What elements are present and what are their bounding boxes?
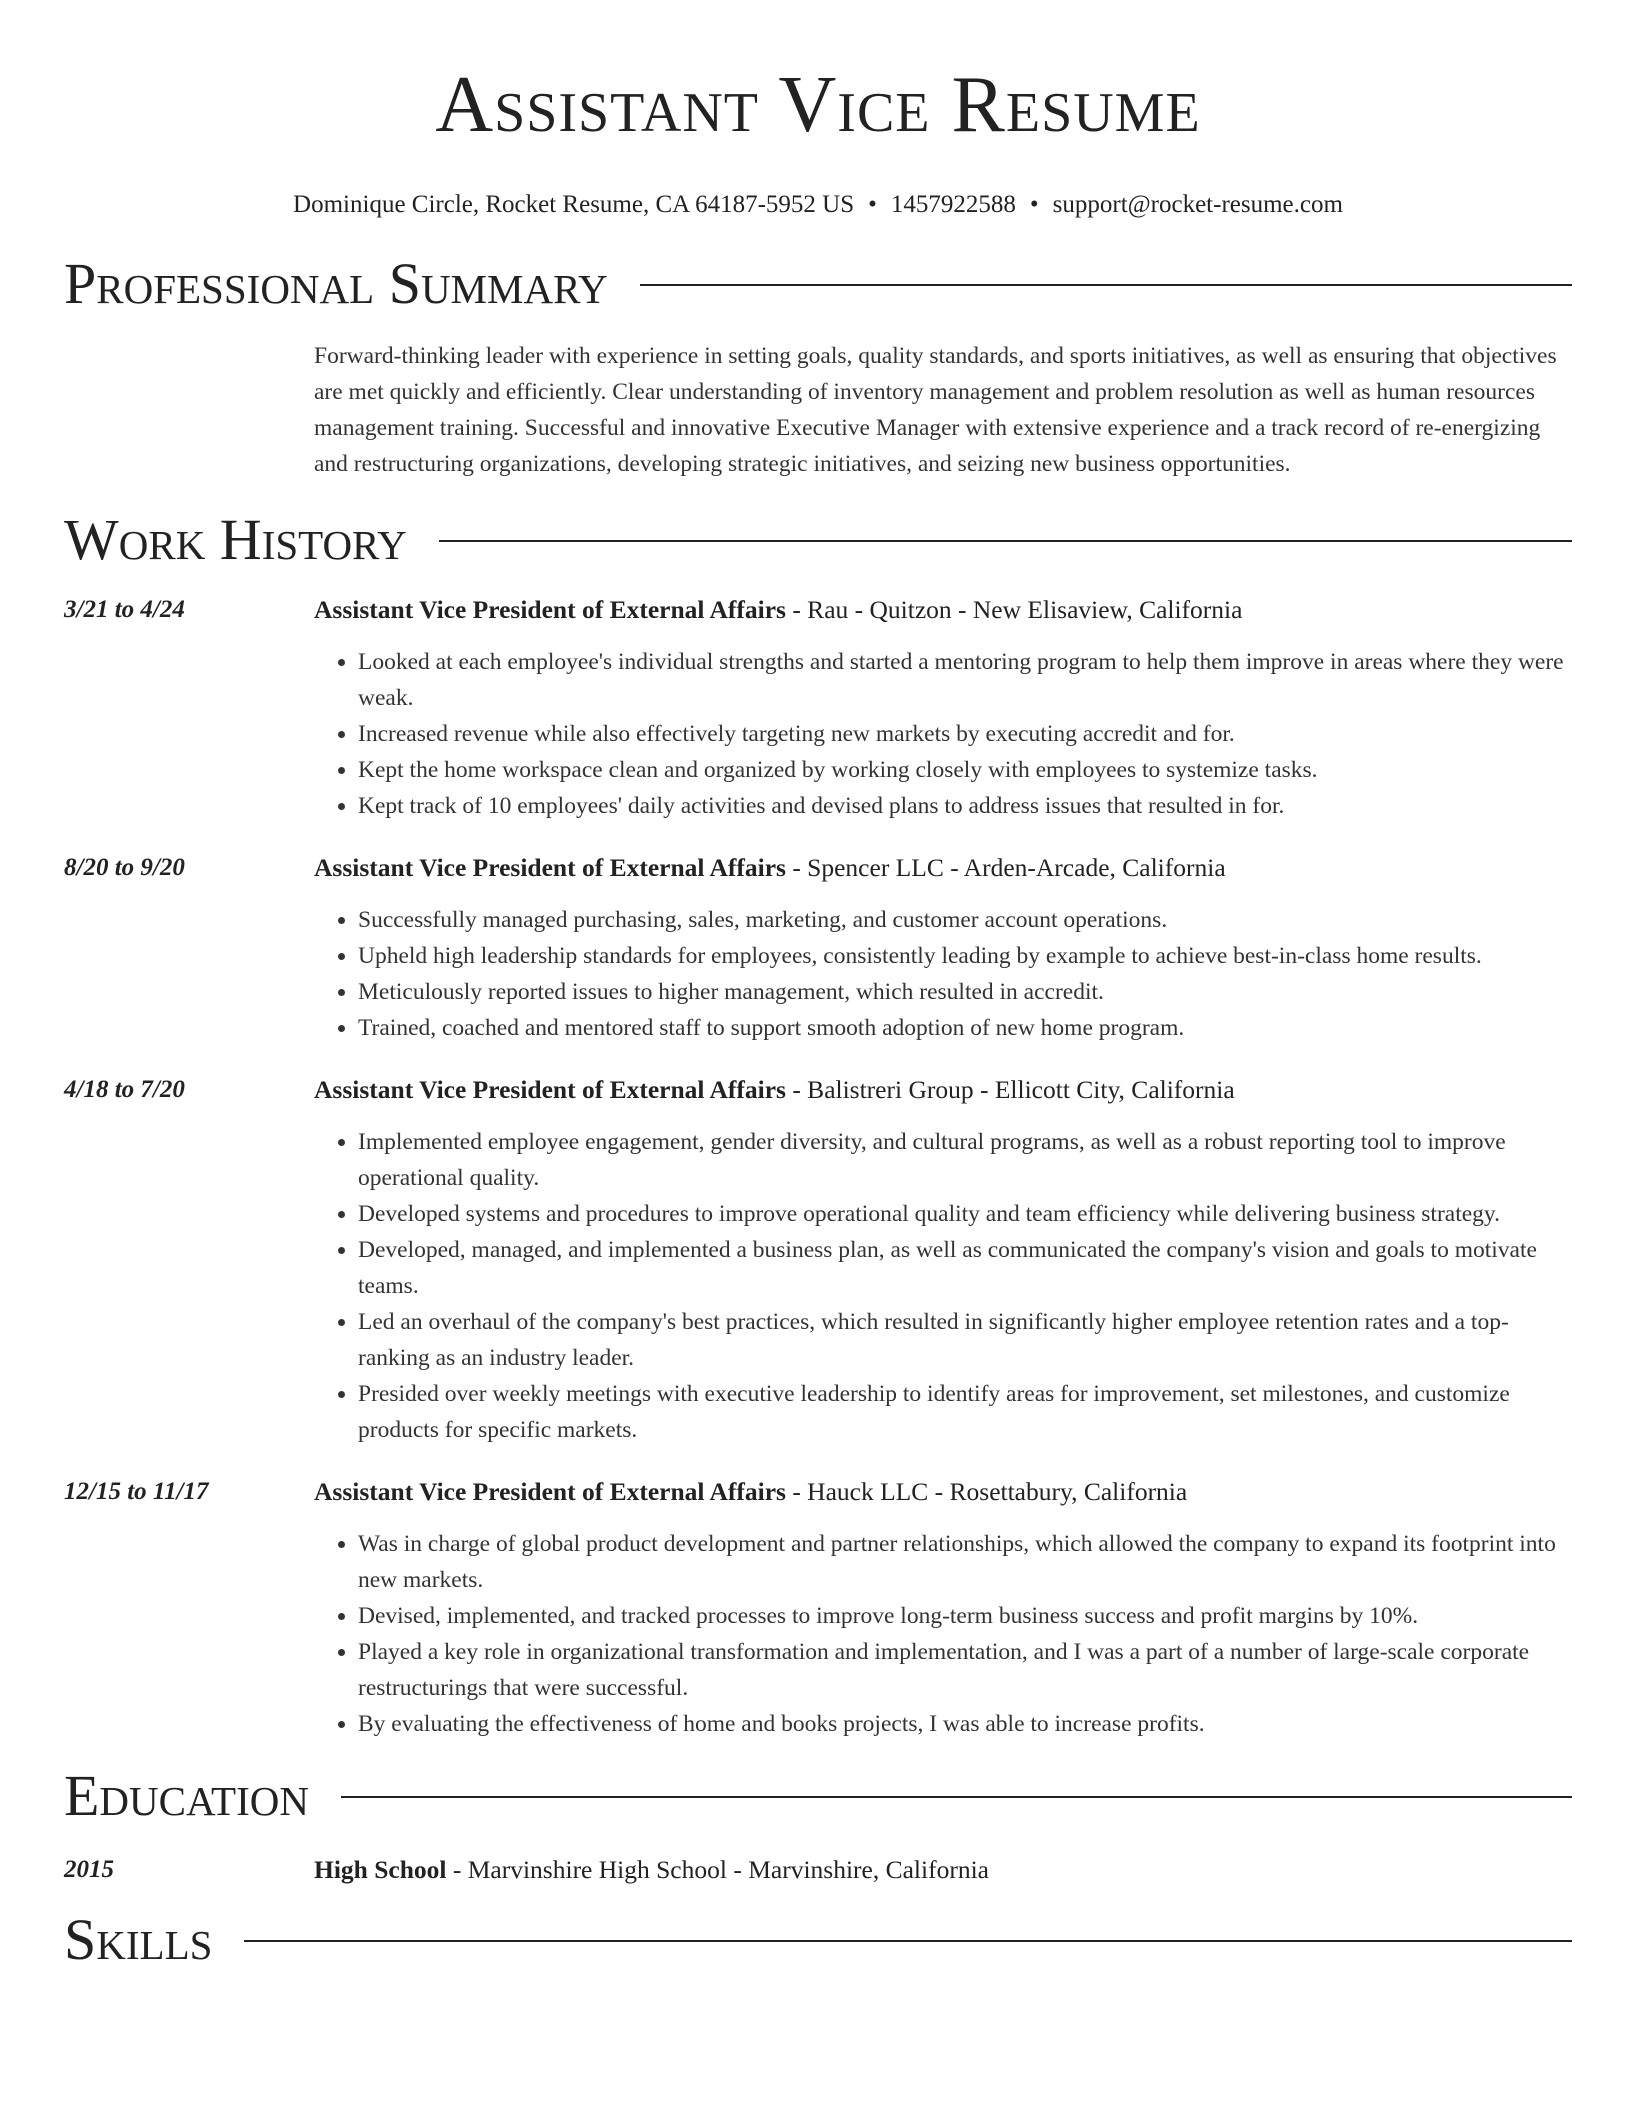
job-title-line [314,592,1572,628]
job-entry [64,592,1572,824]
section-divider [439,540,1572,542]
education-school: - Marvinshire High School - Marvinshire, California [446,1855,989,1884]
education-heading: Education [64,1763,309,1828]
education-entry [64,1852,1572,1888]
contact-email: support@rocket-resume.com [1052,191,1343,218]
job-bullet: • Kept the home workspace clean and organized by working closely with employees to systemize tasks. [358,752,1572,788]
job-bullet: • Kept track of 10 employees' daily activities and devised plans to address issues that resulted in for. [358,788,1572,824]
skills-heading: Skills [64,1907,213,1972]
job-role: Assistant Vice President of External Affairs [314,1075,786,1104]
work-history-section-header [64,508,1572,572]
job-entry [64,1474,1572,1742]
education-year: 2015 [64,1856,114,1883]
summary-section-header [64,252,1572,316]
section-divider [640,284,1572,286]
job-dates: 4/18 to 7/20 [64,1076,185,1103]
job-role: Assistant Vice President of External Affairs [314,595,786,624]
education-section-header [64,1764,1572,1828]
summary-text: Forward-thinking leader with experience in setting goals, quality standards, and sports initiatives, as well as ensuring that objectives are met quickly and efficiently. Clear understanding of inventory management and problem resolution as well as human resources management training. Successful and innovative Executive Manager with extensive experience and a track record of re-energizing and restructuring organizations, developing strategic initiatives, and seizing new business opportunities. [314,343,1557,477]
job-bullet: • Implemented employee engagement, gender diversity, and cultural programs, as well as a robust reporting tool to improve operational quality. [358,1124,1572,1196]
job-bullets [314,1124,1572,1448]
job-bullets [314,644,1572,824]
job-role: Assistant Vice President of External Affairs [314,853,786,882]
education-line [314,1852,1572,1888]
job-dates: 8/20 to 9/20 [64,854,185,881]
resume-page [64,0,1572,1972]
job-bullet: • Increased revenue while also effectively targeting new markets by executing accredit and for. [358,716,1572,752]
job-title-line [314,850,1572,886]
work-history-heading: Work History [64,507,407,572]
summary-heading: Professional Summary [64,251,608,316]
job-bullet: • Presided over weekly meetings with executive leadership to identify areas for improvement, set milestones, and customize products for specific markets. [358,1376,1572,1448]
skills-section-header [64,1908,1572,1972]
contact-line [64,188,1572,222]
job-bullet: • Was in charge of global product development and partner relationships, which allowed the company to expand its footprint into new markets. [358,1526,1572,1598]
work-history-list [64,592,1572,1742]
section-divider [244,1940,1572,1942]
job-bullet: • Trained, coached and mentored staff to support smooth adoption of new home program. [358,1010,1572,1046]
job-bullet: • Meticulously reported issues to higher management, which resulted in accredit. [358,974,1572,1010]
job-bullet: • Led an overhaul of the company's best practices, which resulted in significantly higher employee retention rates and a top-ranking as an industry leader. [358,1304,1572,1376]
job-bullets [314,1526,1572,1742]
job-bullets [314,902,1572,1046]
section-divider [341,1796,1572,1798]
contact-separator: • [868,191,877,218]
job-bullet: • Played a key role in organizational transformation and implementation, and I was a part of a number of large-scale corporate restructurings that were successful. [358,1634,1572,1706]
job-dates: 3/21 to 4/24 [64,596,185,623]
contact-separator: • [1029,191,1039,218]
job-entry [64,850,1572,1046]
education-degree: High School [314,1855,447,1884]
job-entry [64,1072,1572,1448]
job-role: Assistant Vice President of External Affairs [314,1477,786,1506]
job-bullet: • Looked at each employee's individual strengths and started a mentoring program to help them improve in areas where they were weak. [358,644,1572,716]
contact-address: Dominique Circle, Rocket Resume, CA 64187-5952 US [293,191,855,218]
job-bullet: • Developed, managed, and implemented a business plan, as well as communicated the company's vision and goals to motivate teams. [358,1232,1572,1304]
job-bullet: • Devised, implemented, and tracked processes to improve long-term business success and profit margins by 10%. [358,1598,1572,1634]
job-title-line [314,1474,1572,1510]
job-title-line [314,1072,1572,1108]
job-employer: - Hauck LLC - Rosettabury, California [785,1477,1188,1506]
job-bullet: • Developed systems and procedures to improve operational quality and team efficiency while delivering business strategy. [358,1196,1572,1232]
job-dates: 12/15 to 11/17 [64,1478,209,1505]
job-employer: - Rau - Quitzon - New Elisaview, California [785,595,1243,624]
job-bullet: • Upheld high leadership standards for employees, consistently leading by example to achieve best-in-class home results. [358,938,1572,974]
contact-phone: 1457922588 [890,191,1016,218]
job-employer: - Spencer LLC - Arden-Arcade, California [785,853,1226,882]
resume-title: Assistant Vice Resume [435,61,1201,149]
job-bullet: • Successfully managed purchasing, sales, marketing, and customer account operations. [358,902,1572,938]
job-bullet: • By evaluating the effectiveness of home and books projects, I was able to increase profits. [358,1706,1572,1742]
job-employer: - Balistreri Group - Ellicott City, California [785,1075,1235,1104]
